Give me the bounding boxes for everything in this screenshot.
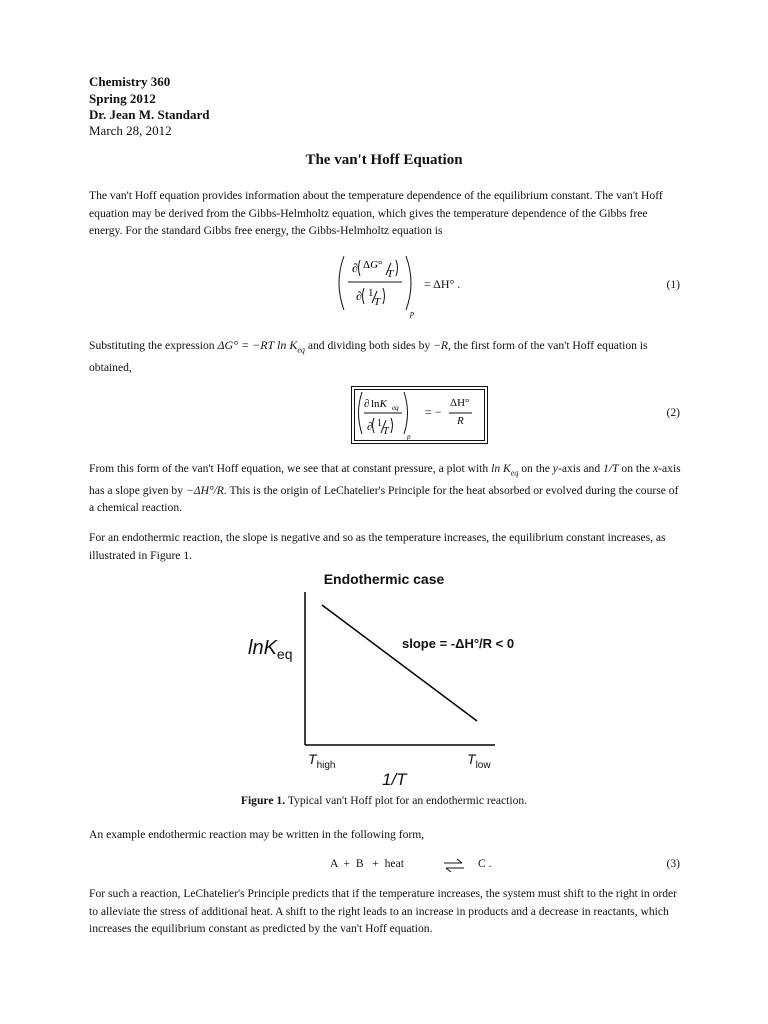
final-paragraph: For such a reaction, LeChatelier's Principle predicts that if the temperature increases, the system must shift to the right in order to alleviate the stress of additional heat. A shift to the right leads to an increase in products and a decrease in reactants, which increases the equilibrium constant as predicted by the van't Hoff equation.: [89, 887, 678, 935]
svg-text:p: p: [410, 309, 414, 318]
figure-caption: Figure 1. Typical van't Hoff plot for an endothermic reaction.: [240, 794, 528, 807]
equation-1-rhs: = ΔH° .: [424, 277, 461, 291]
svg-text:1: 1: [377, 418, 382, 429]
svg-text:∂: ∂: [367, 421, 373, 433]
svg-text:1: 1: [368, 287, 374, 299]
page-title: The van't Hoff Equation: [305, 152, 463, 168]
slope-annotation: slope = -ΔH°/R < 0: [402, 636, 515, 651]
x-tick-high: $T_{high}$: [308, 751, 336, 771]
y-axis-label: lnK$_{eq}$: [248, 637, 293, 662]
term: Spring 2012: [89, 91, 156, 106]
equation-1: [330, 250, 510, 322]
plot-paragraph: From this form of the van't Hoff equation, we see that at constant pressure, a plot with $\ln K_{eq}$ on the y-axis and 1/T on the x-axis has a slope given by −ΔH°/R. This is the origin of LeChatelier's Principle for the heat absorbed or evolved during the course of a chemical reaction.: [89, 462, 681, 515]
svg-text:eq: eq: [392, 404, 399, 412]
x-tick-low: $T_{low}$: [467, 751, 491, 771]
figure-title: Endothermic case: [323, 571, 445, 587]
equilibrium-arrows-icon: [442, 858, 466, 872]
equation-3-lhs: A + B + heat: [330, 857, 404, 870]
equation-2-equals: = −: [425, 405, 442, 419]
svg-text:T: T: [387, 268, 394, 280]
equation-1-number: (1): [666, 278, 680, 291]
substitution-paragraph: Substituting the expression ΔG° = −RT $\ln K_{eq}$ and dividing both sides by −R, the first form of the van't Hoff equation is obtained,: [89, 338, 648, 374]
svg-text:T: T: [383, 426, 389, 437]
endothermic-paragraph: For an endothermic reaction, the slope is negative and so as the temperature increases, the equilibrium constant increases, as illustrated in Figure 1.: [89, 531, 666, 562]
intro-paragraph: The van't Hoff equation provides information about the temperature dependence of the equilibrium constant. The van't Hoff equation may be derived from the Gibbs-Helmholtz equation, which gives the temperature dependence of the Gibbs free energy. For the standard Gibbs free energy, the Gibbs-Helmholtz equation is: [89, 189, 663, 237]
x-axis-label: 1/T: [382, 770, 407, 789]
svg-text:lnK: lnK: [371, 398, 387, 410]
author: Dr. Jean M. Standard: [89, 107, 210, 122]
inline-expression: ΔG° = −RT ln K: [217, 338, 298, 352]
svg-text:ΔG°: ΔG°: [363, 259, 383, 271]
course-name: Chemistry 360: [89, 74, 171, 89]
date: March 28, 2012: [89, 123, 172, 138]
svg-text:∂: ∂: [352, 261, 358, 275]
svg-text:p: p: [407, 433, 411, 441]
equation-2-numerator: ΔH°: [450, 397, 470, 409]
example-paragraph: An example endothermic reaction may be written in the following form,: [89, 828, 425, 841]
equation-3-rhs: C .: [478, 857, 492, 870]
svg-text:∂: ∂: [364, 398, 370, 410]
series-line: [322, 605, 477, 721]
equation-2: [352, 387, 486, 443]
equation-2-number: (2): [666, 406, 680, 419]
equation-3-number: (3): [666, 857, 680, 870]
svg-text:∂: ∂: [356, 289, 362, 303]
svg-text:T: T: [374, 296, 381, 308]
equation-2-denominator: R: [457, 415, 464, 427]
